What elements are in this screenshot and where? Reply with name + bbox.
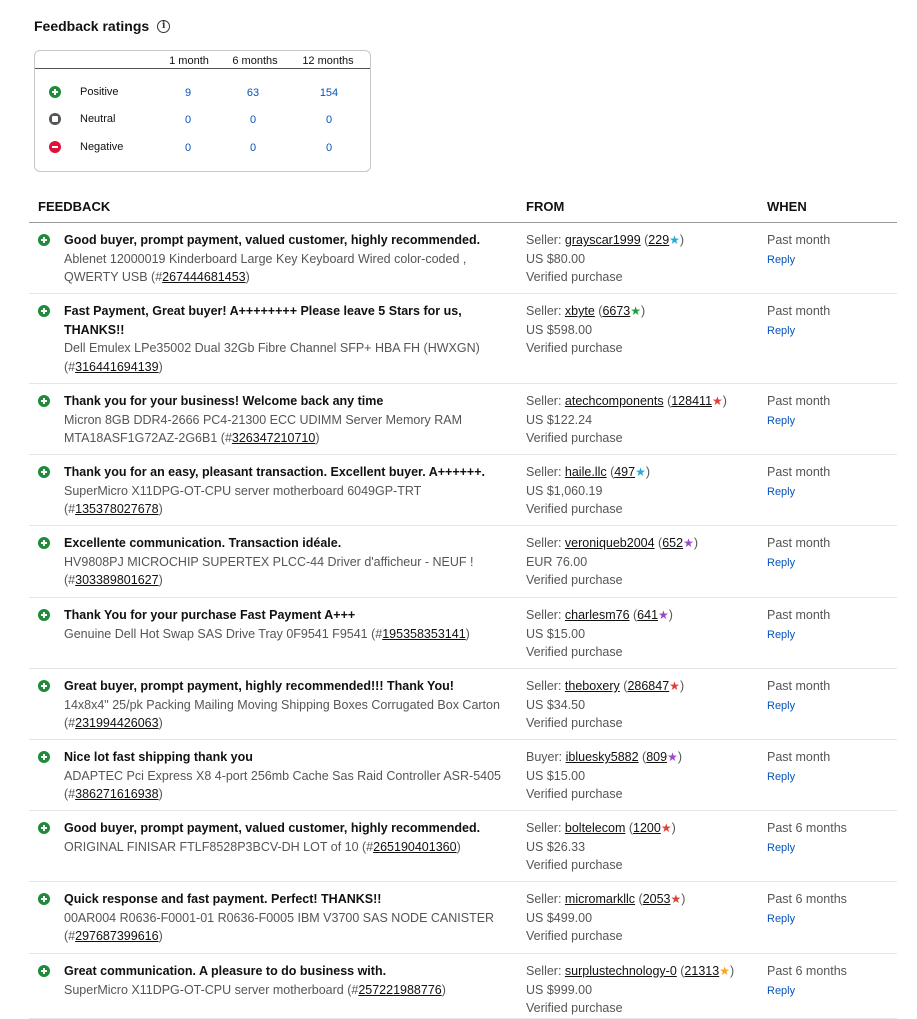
feedback-content	[64, 748, 514, 804]
feedback-row	[29, 223, 897, 294]
rating-label: Negative	[80, 141, 124, 153]
feedback-from	[526, 534, 756, 590]
feedback-content	[64, 534, 514, 590]
star-icon: ★	[635, 465, 646, 479]
user-role: Seller:	[526, 536, 565, 550]
star-icon: ★	[669, 679, 680, 693]
feedback-period: Past 6 months	[767, 821, 847, 835]
rating-count-6-months[interactable]: 0	[249, 114, 257, 126]
feedback-comment: Thank You for your purchase Fast Payment A+++	[64, 608, 356, 622]
feedback-content	[64, 392, 514, 448]
item-price: US $598.00	[526, 322, 593, 337]
score-open-paren: (	[654, 536, 663, 550]
user-link[interactable]: atechcomponents	[564, 394, 664, 408]
score-close-paren: )	[677, 750, 683, 764]
rating-count-1-month[interactable]: 9	[184, 87, 192, 99]
rating-row-negative	[35, 138, 370, 158]
feedback-when	[767, 677, 830, 715]
feedback-table-header	[29, 190, 897, 223]
reply-link[interactable]: Reply	[767, 841, 796, 854]
feedback-from	[526, 231, 756, 287]
reply-link[interactable]: Reply	[767, 485, 796, 498]
user-score-link[interactable]: 286847	[627, 679, 670, 693]
item-price: US $122.24	[526, 412, 593, 427]
user-score-link[interactable]: 497	[614, 465, 636, 479]
reply-link[interactable]: Reply	[767, 912, 796, 925]
feedback-comment: Nice lot fast shipping thank you	[64, 750, 253, 764]
ratings-summary-box	[34, 50, 371, 172]
user-link[interactable]: theboxery	[564, 679, 620, 693]
feedback-from	[526, 962, 756, 1018]
score-close-paren: )	[671, 821, 676, 835]
from-user	[526, 302, 756, 321]
item-price: US $26.33	[526, 839, 586, 854]
plus-circle-icon	[38, 537, 50, 549]
star-icon: ★	[658, 608, 669, 622]
item-close-paren: )	[158, 787, 163, 801]
rating-count-12-months[interactable]: 0	[325, 142, 333, 154]
rating-count-12-months[interactable]: 0	[325, 114, 333, 126]
feedback-from	[526, 677, 756, 733]
feedback-row	[29, 882, 897, 954]
user-link[interactable]: grayscar1999	[564, 233, 641, 247]
feedback-item	[64, 696, 514, 733]
feedback-period: Past 6 months	[767, 892, 847, 906]
verified-purchase: Verified purchase	[526, 502, 623, 516]
item-price: US $499.00	[526, 910, 593, 925]
plus-circle-icon	[49, 86, 61, 98]
reply-link[interactable]: Reply	[767, 414, 796, 427]
user-role: Seller:	[526, 608, 565, 622]
feedback-content	[64, 890, 514, 946]
reply-link[interactable]: Reply	[767, 984, 796, 997]
star-icon: ★	[669, 233, 680, 247]
feedback-item	[64, 250, 514, 287]
score-open-paren: (	[676, 964, 685, 978]
feedback-ratings-title	[34, 18, 170, 34]
user-score-link[interactable]: 21313	[684, 964, 720, 978]
score-close-paren: )	[722, 394, 727, 408]
rating-count-1-month[interactable]: 0	[184, 142, 192, 154]
info-icon[interactable]: i	[157, 20, 170, 33]
plus-circle-icon	[38, 466, 50, 478]
feedback-when	[767, 231, 830, 269]
score-close-paren: )	[693, 536, 699, 550]
feedback-item	[64, 411, 514, 448]
item-title: Ablenet 12000019 Kinderboard Large Key Keyboard Wired color-coded , QWERTY USB (#	[64, 251, 467, 284]
score-open-paren: (	[594, 304, 603, 318]
neutral-circle-icon	[49, 113, 61, 125]
item-close-paren: )	[315, 431, 320, 445]
feedback-row	[29, 526, 897, 598]
item-close-paren: )	[158, 716, 163, 730]
header-feedback: FEEDBACK	[38, 199, 111, 214]
feedback-comment: Good buyer, prompt payment, valued customer, highly recommended.	[64, 821, 481, 835]
feedback-when	[767, 534, 830, 572]
score-open-paren: (	[629, 608, 638, 622]
plus-circle-icon	[38, 893, 50, 905]
feedback-item	[64, 482, 514, 519]
rating-count-12-months[interactable]: 154	[319, 87, 339, 99]
column-header-6-months: 6 months	[232, 55, 278, 67]
plus-circle-icon	[38, 234, 50, 246]
star-icon: ★	[683, 536, 694, 550]
feedback-from	[526, 890, 756, 946]
user-role: Seller:	[526, 465, 565, 479]
verified-purchase: Verified purchase	[526, 573, 623, 587]
user-link[interactable]: xbyte	[564, 304, 595, 318]
feedback-from	[526, 463, 756, 519]
rating-row-positive	[35, 83, 370, 103]
score-open-paren: (	[640, 233, 649, 247]
from-user	[526, 962, 756, 981]
star-icon: ★	[712, 394, 723, 408]
column-header-12-months: 12 months	[302, 55, 354, 67]
user-score-link[interactable]: 229	[648, 233, 670, 247]
plus-circle-icon	[38, 395, 50, 407]
feedback-item	[64, 339, 514, 376]
item-title: 14x8x4" 25/pk Packing Mailing Moving Shipping Boxes Corrugated Box Carton (#	[64, 697, 500, 730]
user-link[interactable]: iblueskу5882	[565, 750, 639, 764]
feedback-content	[64, 463, 514, 519]
score-open-paren: (	[619, 679, 628, 693]
verified-purchase: Verified purchase	[526, 431, 623, 445]
score-close-paren: )	[645, 465, 651, 479]
column-header-1-month: 1 month	[169, 55, 209, 67]
item-close-paren: )	[465, 626, 470, 641]
feedback-when	[767, 819, 847, 857]
score-close-paren: )	[681, 892, 686, 906]
item-title: 00AR004 R0636-F0001-01 R0636-F0005 IBM V3700 SAS NODE CANISTER (#	[64, 910, 495, 943]
feedback-comment: Great buyer, prompt payment, highly recommended!!! Thank You!	[64, 679, 454, 693]
verified-purchase: Verified purchase	[526, 929, 623, 943]
user-link[interactable]: boltelecom	[564, 821, 626, 835]
reply-link[interactable]: Reply	[767, 253, 796, 266]
reply-link[interactable]: Reply	[767, 699, 796, 712]
reply-link[interactable]: Reply	[767, 324, 796, 337]
item-price: EUR 76.00	[526, 554, 588, 569]
user-link[interactable]: charlesm76	[564, 608, 630, 622]
user-score-link[interactable]: 1200	[633, 821, 661, 835]
feedback-when	[767, 302, 830, 340]
item-price: US $80.00	[526, 251, 586, 266]
feedback-content	[64, 231, 514, 287]
feedback-period: Past month	[767, 536, 831, 550]
feedback-row	[29, 294, 897, 384]
item-number-link[interactable]: 231994426063	[75, 716, 159, 730]
from-user	[526, 819, 756, 838]
item-title: Dell Emulex LPe35002 Dual 32Gb Fibre Channel SFP+ HBA FH (HWXGN) (#	[64, 341, 480, 374]
score-open-paren: (	[625, 821, 633, 835]
feedback-period: Past month	[767, 679, 831, 693]
feedback-item	[64, 625, 514, 644]
feedback-period: Past month	[767, 750, 831, 764]
user-role: Seller:	[526, 233, 565, 247]
item-number-link[interactable]: 265190401360	[373, 839, 457, 854]
verified-purchase: Verified purchase	[526, 1001, 623, 1015]
item-number-link[interactable]: 326347210710	[231, 431, 316, 445]
user-score-link[interactable]: 809	[646, 750, 668, 764]
feedback-when	[767, 463, 830, 501]
feedback-from	[526, 606, 756, 662]
user-score-link[interactable]: 652	[662, 536, 684, 550]
verified-purchase: Verified purchase	[526, 787, 623, 801]
star-icon: ★	[660, 821, 672, 835]
item-number-link[interactable]: 195358353141	[382, 626, 466, 641]
user-link[interactable]: micromarkllc	[564, 892, 636, 906]
feedback-row	[29, 954, 897, 1019]
user-role: Seller:	[526, 964, 565, 978]
feedback-when	[767, 606, 830, 644]
item-number-link[interactable]: 316441694139	[75, 359, 159, 374]
feedback-period: Past month	[767, 608, 831, 622]
feedback-when	[767, 392, 830, 430]
feedback-item	[64, 981, 514, 1000]
feedback-comment: Quick response and fast payment. Perfect! THANKS!!	[64, 892, 382, 906]
plus-circle-icon	[38, 822, 50, 834]
item-price: US $1,060.19	[526, 483, 603, 498]
feedback-period: Past month	[767, 233, 831, 247]
feedback-content	[64, 606, 514, 643]
user-role: Seller:	[526, 892, 565, 906]
score-close-paren: )	[668, 608, 673, 622]
score-open-paren: (	[635, 892, 643, 906]
feedback-period: Past month	[767, 304, 831, 318]
item-title: ADAPTEC Pci Express X8 4-port 256mb Cache Sas Raid Controller ASR-5405 (#	[64, 768, 501, 801]
feedback-row	[29, 598, 897, 669]
feedback-ratings-title-text: Feedback ratings	[34, 18, 150, 34]
feedback-comment: Great communication. A pleasure to do business with.	[64, 964, 387, 978]
feedback-row	[29, 811, 897, 882]
item-number-link[interactable]: 257221988776	[358, 982, 442, 997]
item-close-paren: )	[245, 270, 250, 284]
user-score-link[interactable]: 128411	[671, 394, 713, 408]
feedback-row	[29, 455, 897, 526]
plus-circle-icon	[38, 965, 50, 977]
item-price: US $999.00	[526, 982, 593, 997]
user-link[interactable]: surplustechnology-0	[564, 964, 677, 978]
feedback-content	[64, 302, 514, 376]
feedback-comment: Excellente communication. Transaction idéale.	[64, 536, 342, 550]
rating-label: Positive	[80, 86, 119, 98]
item-title: HV9808PJ MICROCHIP SUPERTEX PLCC-44 Driver d'afficheur - NEUF ! (#	[64, 554, 474, 587]
feedback-comment: Good buyer, prompt payment, valued customer, highly recommended.	[64, 233, 481, 247]
score-open-paren: (	[663, 394, 672, 408]
feedback-period: Past month	[767, 394, 831, 408]
user-score-link[interactable]: 6673	[602, 304, 631, 318]
item-close-paren: )	[158, 502, 163, 516]
item-close-paren: )	[158, 929, 163, 943]
item-price: US $34.50	[526, 697, 586, 712]
rating-count-6-months[interactable]: 63	[246, 87, 260, 99]
item-close-paren: )	[158, 573, 163, 587]
reply-link[interactable]: Reply	[767, 556, 796, 569]
rating-count-6-months[interactable]: 0	[249, 142, 257, 154]
feedback-comment: Fast Payment, Great buyer! A++++++++ Please leave 5 Stars for us, THANKS!!	[64, 304, 462, 337]
plus-circle-icon	[38, 609, 50, 621]
star-icon: ★	[719, 964, 730, 978]
minus-circle-icon	[49, 141, 61, 153]
feedback-from	[526, 819, 756, 875]
feedback-from	[526, 392, 756, 448]
user-role: Seller:	[526, 304, 565, 318]
rating-label: Neutral	[80, 113, 116, 125]
header-from: FROM	[526, 199, 565, 214]
item-close-paren: )	[456, 839, 461, 854]
score-close-paren: )	[679, 679, 685, 693]
item-number-link[interactable]: 267444681453	[162, 270, 246, 284]
item-close-paren: )	[441, 982, 446, 997]
user-score-link[interactable]: 641	[637, 608, 659, 622]
from-user	[526, 748, 756, 767]
score-close-paren: )	[729, 964, 735, 978]
item-price: US $15.00	[526, 768, 586, 783]
feedback-row	[29, 740, 897, 811]
plus-circle-icon	[38, 305, 50, 317]
verified-purchase: Verified purchase	[526, 858, 623, 872]
item-close-paren: )	[158, 359, 163, 374]
user-link[interactable]: haile.llc	[564, 465, 607, 479]
star-icon: ★	[670, 892, 682, 906]
user-role: Seller:	[526, 679, 565, 693]
feedback-from	[526, 302, 756, 358]
verified-purchase: Verified purchase	[526, 645, 623, 659]
header-when: WHEN	[767, 199, 807, 214]
score-close-paren: )	[641, 304, 646, 318]
feedback-comment: Thank you for your business! Welcome back any time	[64, 394, 384, 408]
user-role: Buyer:	[526, 750, 566, 764]
plus-circle-icon	[38, 680, 50, 692]
item-number-link[interactable]: 135378027678	[75, 502, 159, 516]
feedback-item	[64, 838, 514, 857]
feedback-content	[64, 962, 514, 999]
from-user	[526, 463, 756, 482]
feedback-row	[29, 669, 897, 740]
user-link[interactable]: veroniqueb2004	[564, 536, 655, 550]
from-user	[526, 606, 756, 625]
ratings-header-divider	[35, 68, 370, 69]
user-role: Seller:	[526, 821, 565, 835]
user-score-link[interactable]: 2053	[642, 892, 671, 906]
verified-purchase: Verified purchase	[526, 341, 623, 355]
feedback-from	[526, 748, 756, 804]
score-open-paren: (	[606, 465, 615, 479]
reply-link[interactable]: Reply	[767, 628, 796, 641]
feedback-item	[64, 553, 514, 590]
user-role: Seller:	[526, 394, 565, 408]
star-icon: ★	[667, 750, 678, 764]
item-number-link[interactable]: 303389801627	[75, 573, 159, 587]
item-title: SuperMicro X11DPG-OT-CPU server motherboard (#	[64, 982, 359, 997]
feedback-row	[29, 384, 897, 455]
item-title: Genuine Dell Hot Swap SAS Drive Tray 0F9541 F9541 (#	[64, 626, 383, 641]
feedback-comment: Thank you for an easy, pleasant transaction. Excellent buyer. A++++++.	[64, 465, 486, 479]
from-user	[526, 534, 756, 553]
rating-row-neutral	[35, 110, 370, 130]
reply-link[interactable]: Reply	[767, 770, 796, 783]
feedback-when	[767, 890, 847, 928]
item-title: SuperMicro X11DPG-OT-CPU server motherboard 6049GP-TRT (#	[64, 483, 422, 516]
feedback-when	[767, 962, 847, 1000]
feedback-item	[64, 909, 514, 946]
item-price: US $15.00	[526, 626, 586, 641]
item-title: Micron 8GB DDR4-2666 PC4-21300 ECC UDIMM Server Memory RAM MTA18ASF1G72AZ-2G6B1 (#	[64, 412, 463, 445]
feedback-when	[767, 748, 830, 786]
rating-count-1-month[interactable]: 0	[184, 114, 192, 126]
feedback-period: Past month	[767, 465, 831, 479]
plus-circle-icon	[38, 751, 50, 763]
from-user	[526, 392, 756, 411]
verified-purchase: Verified purchase	[526, 716, 623, 730]
score-open-paren: (	[638, 750, 647, 764]
feedback-item	[64, 767, 514, 804]
from-user	[526, 677, 756, 696]
feedback-content	[64, 677, 514, 733]
item-title: ORIGINAL FINISAR FTLF8528P3BCV-DH LOT of 10 (#	[64, 839, 374, 854]
item-number-link[interactable]: 386271616938	[75, 787, 159, 801]
from-user	[526, 890, 756, 909]
score-close-paren: )	[679, 233, 685, 247]
from-user	[526, 231, 756, 250]
verified-purchase: Verified purchase	[526, 270, 623, 284]
feedback-content	[64, 819, 514, 856]
star-icon: ★	[630, 304, 642, 318]
feedback-period: Past 6 months	[767, 964, 847, 978]
item-number-link[interactable]: 297687399616	[75, 929, 159, 943]
